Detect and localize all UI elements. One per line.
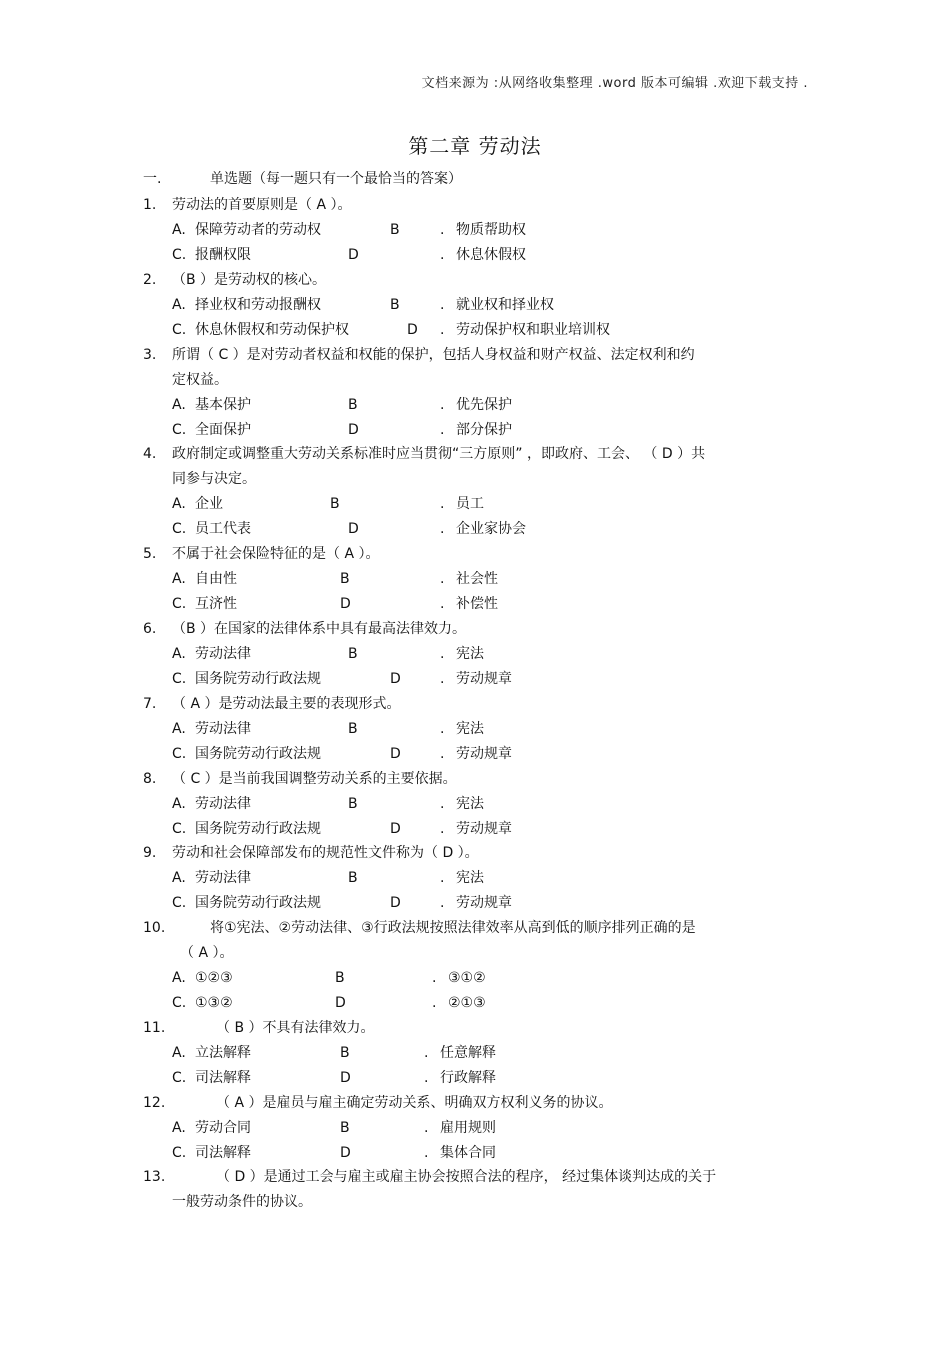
option-text: 行政解释 — [440, 1070, 496, 1086]
option-separator: . — [440, 571, 445, 587]
option-text: ②①③ — [448, 995, 486, 1011]
option-text: ①②③ — [195, 970, 233, 986]
question-text: 劳动法的首要原则是（ A ）。 — [172, 197, 352, 213]
option-letter: A. — [172, 1120, 186, 1136]
option-letter: B — [348, 870, 358, 886]
option-separator: . — [424, 1120, 429, 1136]
option-letter: C. — [172, 422, 187, 438]
question-number: 13. — [143, 1169, 166, 1185]
option-letter: D — [390, 895, 401, 911]
option-letter: C. — [172, 1145, 187, 1161]
option-separator: . — [432, 995, 437, 1011]
option-letter: D — [390, 746, 401, 762]
option-letter: D — [348, 521, 359, 537]
question-text: （ D ）是通过工会与雇主或雇主协会按照合法的程序， 经过集体谈判达成的关于 — [216, 1169, 717, 1185]
option-separator: . — [440, 895, 445, 911]
question-text: （B ）是劳动权的核心。 — [172, 272, 327, 288]
option-text: 劳动规章 — [456, 746, 512, 762]
option-separator: . — [440, 821, 445, 837]
option-letter: B — [340, 571, 350, 587]
option-separator: . — [440, 746, 445, 762]
option-letter: A. — [172, 870, 186, 886]
option-text: 国务院劳动行政法规 — [195, 895, 321, 911]
question-text: （ B ）不具有法律效力。 — [216, 1020, 375, 1036]
option-letter: B — [390, 297, 400, 313]
option-letter: D — [340, 1145, 351, 1161]
question-number: 6. — [143, 621, 157, 637]
option-letter: D — [340, 596, 351, 612]
option-text: 劳动合同 — [195, 1120, 251, 1136]
option-text: 社会性 — [456, 571, 498, 587]
option-text: 立法解释 — [195, 1045, 251, 1061]
question-number: 9. — [143, 845, 157, 861]
option-letter: A. — [172, 571, 186, 587]
option-text: 宪法 — [456, 870, 484, 886]
option-text: 部分保护 — [456, 422, 512, 438]
option-separator: . — [440, 247, 445, 263]
option-text: 任意解释 — [440, 1045, 496, 1061]
question-number: 12. — [143, 1095, 166, 1111]
question-text: 不属于社会保险特征的是（ A ）。 — [172, 546, 380, 562]
option-text: 自由性 — [195, 571, 237, 587]
option-letter: C. — [172, 746, 187, 762]
option-separator: . — [440, 796, 445, 812]
option-separator: . — [424, 1145, 429, 1161]
option-text: 补偿性 — [456, 596, 498, 612]
option-letter: C. — [172, 895, 187, 911]
option-separator: . — [424, 1045, 429, 1061]
option-letter: D — [348, 247, 359, 263]
option-text: 企业家协会 — [456, 521, 526, 537]
option-letter: C. — [172, 596, 187, 612]
question-text: （ A ）。 — [180, 945, 234, 961]
question-number: 10. — [143, 920, 166, 936]
option-letter: B — [340, 1120, 350, 1136]
option-letter: C. — [172, 521, 187, 537]
option-letter: C. — [172, 671, 187, 687]
question-number: 8. — [143, 771, 157, 787]
option-letter: A. — [172, 721, 186, 737]
option-text: 休息休假权和劳动保护权 — [195, 322, 349, 338]
option-letter: B — [348, 646, 358, 662]
option-letter: B — [348, 796, 358, 812]
option-separator: . — [440, 422, 445, 438]
option-letter: D — [348, 422, 359, 438]
option-separator: . — [440, 671, 445, 687]
option-text: 报酬权限 — [195, 247, 251, 263]
question-text: （ C ）是当前我国调整劳动关系的主要依据。 — [172, 771, 457, 787]
option-letter: C. — [172, 995, 187, 1011]
option-text: 基本保护 — [195, 397, 251, 413]
option-text: 劳动法律 — [195, 721, 251, 737]
option-text: 宪法 — [456, 646, 484, 662]
option-text: 互济性 — [195, 596, 237, 612]
question-text: 劳动和社会保障部发布的规范性文件称为（ D ）。 — [172, 845, 479, 861]
question-number: 7. — [143, 696, 157, 712]
option-text: 宪法 — [456, 721, 484, 737]
page-header: 文档来源为 :从网络收集整理 .word 版本可编辑 .欢迎下载支持 . — [421, 76, 808, 91]
option-text: 物质帮助权 — [456, 222, 526, 238]
option-text: 集体合同 — [440, 1145, 496, 1161]
section-number: 一. — [143, 171, 162, 187]
option-letter: B — [348, 721, 358, 737]
option-letter: A. — [172, 222, 186, 238]
option-separator: . — [440, 870, 445, 886]
question-number: 2. — [143, 272, 157, 288]
option-separator: . — [440, 521, 445, 537]
option-text: 员工 — [456, 496, 484, 512]
option-letter: A. — [172, 1045, 186, 1061]
option-text: 劳动法律 — [195, 796, 251, 812]
option-text: 国务院劳动行政法规 — [195, 671, 321, 687]
option-text: 宪法 — [456, 796, 484, 812]
option-separator: . — [424, 1070, 429, 1086]
option-separator: . — [440, 646, 445, 662]
chapter-title: 第二章 劳动法 — [408, 134, 542, 158]
question-text: （ A ）是劳动法最主要的表现形式。 — [172, 696, 401, 712]
question-text: 同参与决定。 — [172, 471, 256, 487]
option-letter: A. — [172, 297, 186, 313]
question-text: 一般劳动条件的协议。 — [172, 1194, 312, 1210]
option-text: 雇用规则 — [440, 1120, 496, 1136]
option-letter: C. — [172, 1070, 187, 1086]
option-letter: D — [340, 1070, 351, 1086]
option-separator: . — [440, 596, 445, 612]
option-text: 司法解释 — [195, 1070, 251, 1086]
option-text: 优先保护 — [456, 397, 512, 413]
question-number: 5. — [143, 546, 157, 562]
option-letter: B — [348, 397, 358, 413]
question-number: 4. — [143, 446, 157, 462]
option-text: 国务院劳动行政法规 — [195, 821, 321, 837]
option-text: 企业 — [195, 496, 223, 512]
option-letter: A. — [172, 796, 186, 812]
option-letter: C. — [172, 247, 187, 263]
option-text: 就业权和择业权 — [456, 297, 554, 313]
option-separator: . — [440, 222, 445, 238]
question-number: 1. — [143, 197, 157, 213]
option-separator: . — [440, 496, 445, 512]
option-text: 国务院劳动行政法规 — [195, 746, 321, 762]
option-letter: A. — [172, 970, 186, 986]
option-separator: . — [440, 721, 445, 737]
option-text: 劳动规章 — [456, 821, 512, 837]
option-text: 全面保护 — [195, 422, 251, 438]
question-text: 将①宪法、②劳动法律、③行政法规按照法律效率从高到低的顺序排列正确的是 — [210, 920, 696, 936]
question-number: 3. — [143, 347, 157, 363]
option-text: 劳动保护权和职业培训权 — [456, 322, 610, 338]
option-letter: D — [335, 995, 346, 1011]
option-letter: B — [335, 970, 345, 986]
option-text: 员工代表 — [195, 521, 251, 537]
option-separator: . — [440, 322, 445, 338]
option-letter: D — [390, 671, 401, 687]
option-letter: A. — [172, 646, 186, 662]
option-text: 劳动规章 — [456, 895, 512, 911]
option-letter: C. — [172, 322, 187, 338]
option-text: 休息休假权 — [456, 247, 526, 263]
section-text: 单选题（每一题只有一个最恰当的答案） — [210, 171, 462, 187]
question-text: （ A ）是雇员与雇主确定劳动关系、明确双方权利义务的协议。 — [216, 1095, 613, 1111]
option-separator: . — [440, 397, 445, 413]
option-text: 劳动法律 — [195, 870, 251, 886]
option-text: ①③② — [195, 995, 233, 1011]
option-letter: A. — [172, 397, 186, 413]
question-text: 所谓（ C ）是对劳动者权益和权能的保护，包括人身权益和财产权益、法定权利和约 — [172, 347, 695, 363]
option-text: 择业权和劳动报酬权 — [195, 297, 321, 313]
option-letter: D — [407, 322, 418, 338]
question-text: 定权益。 — [172, 372, 228, 388]
question-number: 11. — [143, 1020, 166, 1036]
option-letter: B — [340, 1045, 350, 1061]
option-text: 司法解释 — [195, 1145, 251, 1161]
option-text: 劳动法律 — [195, 646, 251, 662]
option-separator: . — [440, 297, 445, 313]
option-letter: D — [390, 821, 401, 837]
question-text: （B ）在国家的法律体系中具有最高法律效力。 — [172, 621, 467, 637]
option-separator: . — [432, 970, 437, 986]
option-letter: C. — [172, 821, 187, 837]
option-text: 劳动规章 — [456, 671, 512, 687]
question-text: 政府制定或调整重大劳动关系标准时应当贯彻“三方原则” ，即政府、工会、 （ D ）共 — [172, 446, 706, 462]
option-text: ③①② — [448, 970, 486, 986]
option-letter: B — [390, 222, 400, 238]
option-letter: B — [330, 496, 340, 512]
option-text: 保障劳动者的劳动权 — [195, 222, 321, 238]
option-letter: A. — [172, 496, 186, 512]
